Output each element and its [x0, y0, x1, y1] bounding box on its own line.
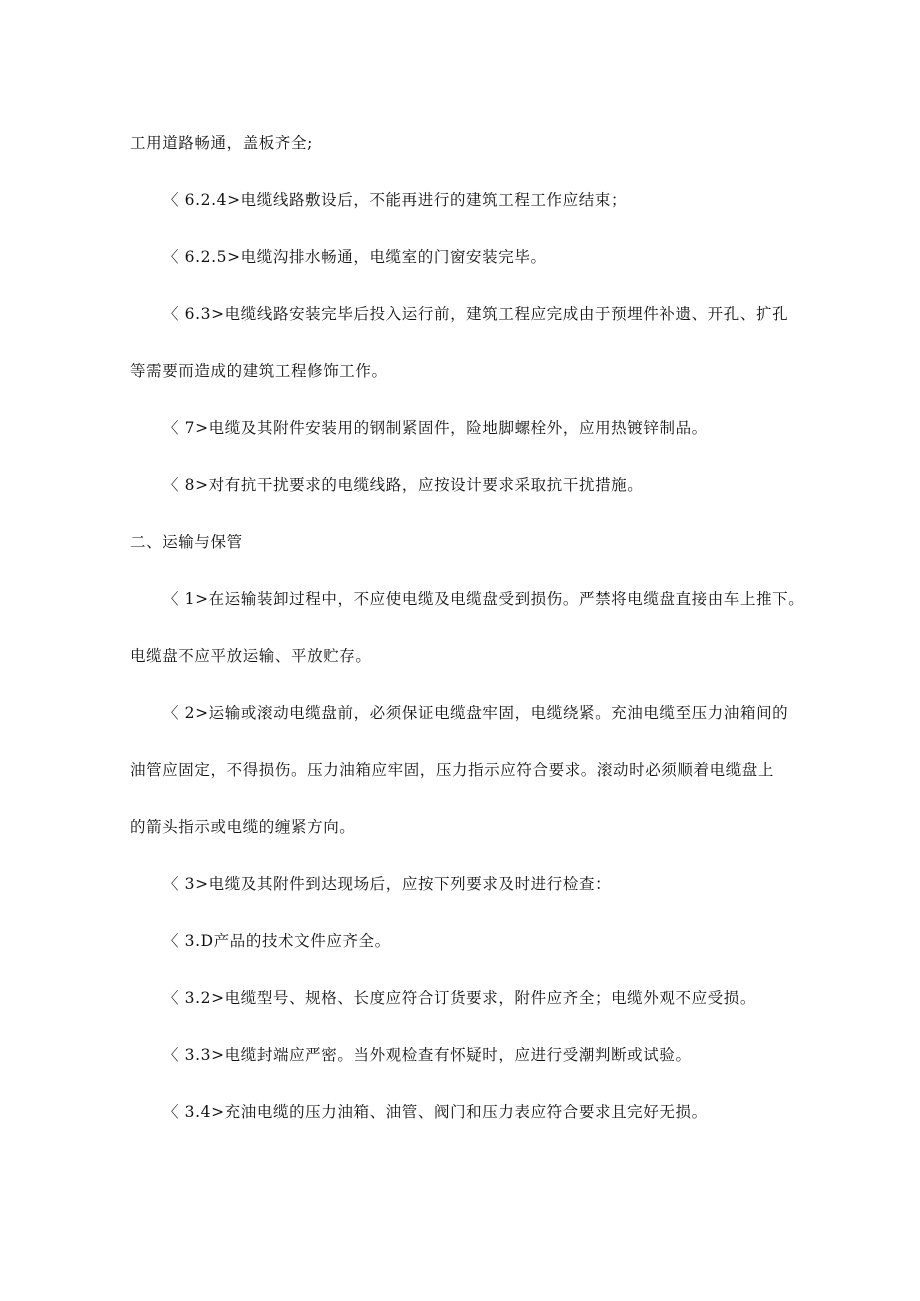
paragraph-line: 的箭头指示或电缆的缠紧方向。 [130, 818, 356, 836]
paragraph-line: 电缆盘不应平放运输、平放贮存。 [130, 647, 372, 665]
section-heading: 二、运输与保管 [130, 533, 243, 551]
paragraph-line: 〈 2>运输或滚动电缆盘前，必须保证电缆盘牢固，电缆绕紧。充油电缆至压力油箱间的 [163, 704, 789, 722]
paragraph-line: 〈 6.2.4>电缆线路敷设后，不能再进行的建筑工程工作应结束； [163, 191, 628, 209]
paragraph-line: 〈 1>在运输装卸过程中，不应使电缆及电缆盘受到损伤。严禁将电缆盘直接由车上推下。 [163, 590, 805, 608]
paragraph-line: 油管应固定，不得损伤。压力油箱应牢固，压力指示应符合要求。滚动时必须顺着电缆盘上 [130, 761, 775, 779]
paragraph-line: 〈 3>电缆及其附件到达现场后，应按下列要求及时进行检查： [163, 875, 612, 893]
paragraph-line: 〈 7>电缆及其附件安装用的钢制紧固件，险地脚螺栓外，应用热镀锌制品。 [163, 419, 708, 437]
paragraph-line: 等需要而造成的建筑工程修饰工作。 [130, 362, 388, 380]
paragraph-line: 〈 3.D产品的技术文件应齐全。 [163, 932, 391, 950]
paragraph-line: 工用道路畅通，盖板齐全; [130, 134, 313, 152]
paragraph-line: 〈 6.3>电缆线路安装完毕后投入运行前，建筑工程应完成由于预埋件补遗、开孔、扩孔 [163, 305, 789, 323]
paragraph-line: 〈 6.2.5>电缆沟排水畅通，电缆室的门窗安装完毕。 [163, 248, 547, 266]
paragraph-line: 〈 3.2>电缆型号、规格、长度应符合订货要求，附件应齐全；电缆外观不应受损。 [163, 989, 756, 1007]
paragraph-line: 〈 3.3>电缆封端应严密。当外观检查有怀疑时，应进行受潮判断或试验。 [163, 1046, 692, 1064]
paragraph-line: 〈 3.4>充油电缆的压力油箱、油管、阀门和压力表应符合要求且完好无损。 [163, 1103, 708, 1121]
paragraph-line: 〈 8>对有抗干扰要求的电缆线路，应按设计要求采取抗干扰措施。 [163, 476, 644, 494]
